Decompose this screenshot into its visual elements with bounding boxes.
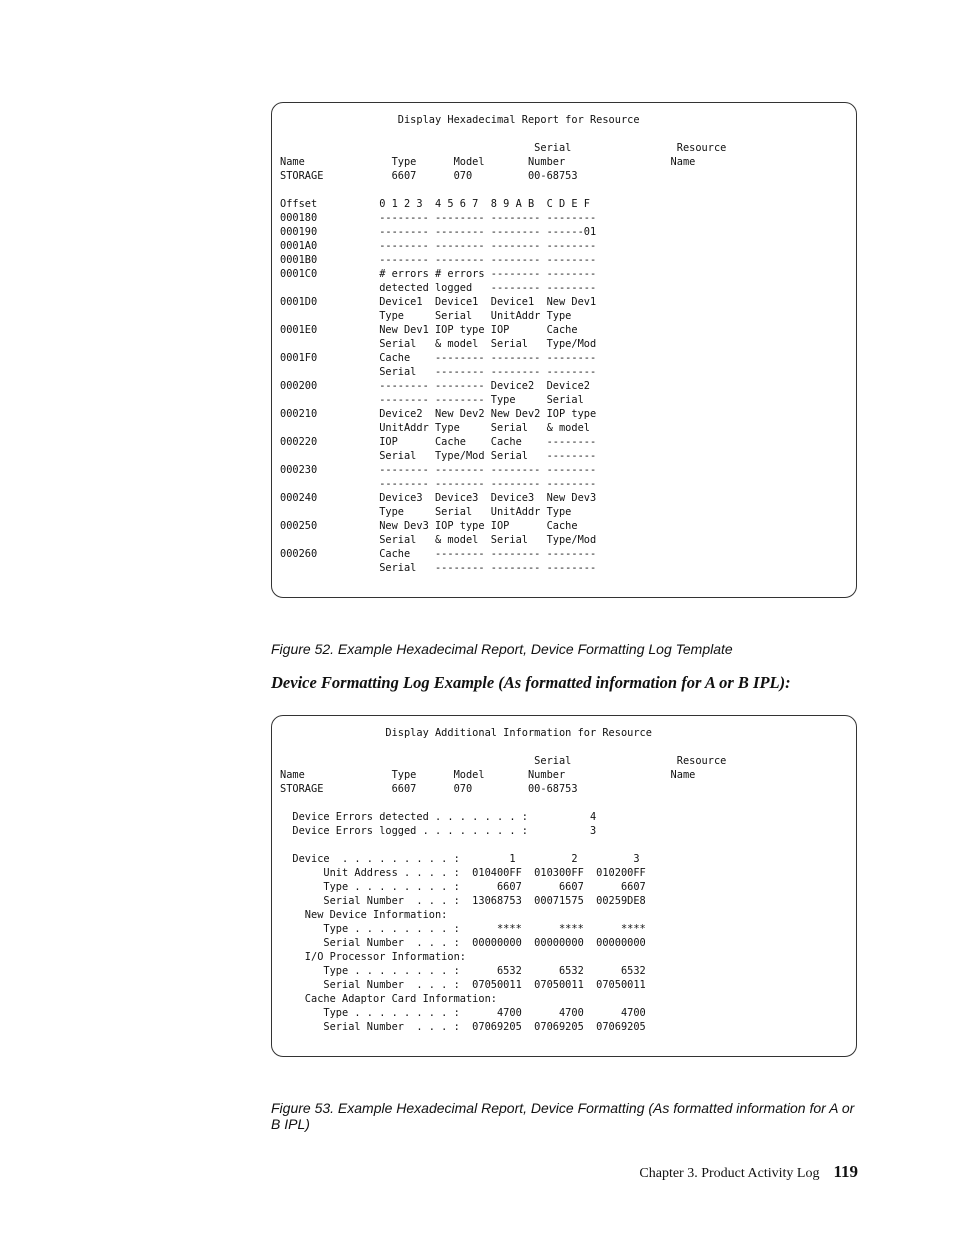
page-number: 119 (833, 1162, 858, 1181)
figure53-screen (271, 715, 857, 1057)
figure52-caption: Figure 52. Example Hexadecimal Report, Device Formatting Log Template (271, 641, 733, 657)
section-heading: Device Formatting Log Example (As formatted information for A or B IPL): (271, 673, 791, 692)
figure53-caption: Figure 53. Example Hexadecimal Report, Device Formatting (As formatted information for A or B IPL) (271, 1100, 855, 1132)
figure53-screen-text: Display Additional Information for Resource Serial Resource Name Type Model Number Name STORAGE 6607 070 00-68753 Device Errors detected . . . . . . . : 4 Device Errors logged . . . . . . . . : 3 Device . . . . . . . . . : 1 2 3 Unit Address . . . . : 010400FF 010300FF 010200FF Type . . . . . . . . : 6607 6607 6607 Serial Number . . . : 13068753 00071575 00259DE8 New Device Information: Type . . . . . . . . : **** **** **** Serial Number . . . : 00000000 00000000 00000000 I/O Processor Information: Type . . . . . . . . : 6532 6532 6532 Serial Number . . . : 07050011 07050011 07050011 Cache Adaptor Card Information: Type . . . . . . . . : 4700 4700 4700 Serial Number . . . : 07069205 07069205 07069205 (280, 727, 727, 1033)
figure52-screen-text: Display Hexadecimal Report for Resource Serial Resource Name Type Model Number Name STORAGE 6607 070 00-68753 Offset 0 1 2 3 4 5 6 7 8 9 A B C D E F 000180 -------- -------- -------- -------- 000190 -------- -------- -------- ------01 0001A0 -------- -------- -------- -------- 0001B0 -------- -------- -------- -------- 0001C0 # errors # errors -------- -------- detected logged -------- -------- 0001D0 Device1 Device1 Device1 New Dev1 Type Serial UnitAddr Type 0001E0 New Dev1 IOP type IOP Cache Serial & model Serial Type/Mod 0001F0 Cache -------- -------- -------- Serial -------- -------- -------- 000200 -------- -------- Device2 Device2 -------- -------- Type Serial 000210 Device2 New Dev2 New Dev2 IOP type UnitAddr Type Serial & model 000220 IOP Cache Cache -------- Serial Type/Mod Serial -------- 000230 -------- -------- -------- -------- -------- -------- -------- -------- 000240 Device3 Device3 Device3 New Dev3 Type Serial UnitAddr Type 000250 New Dev3 IOP type IOP Cache Serial & model Serial Type/Mod 000260 Cache -------- -------- -------- Serial -------- -------- -------- (280, 114, 727, 574)
footer-chapter: Chapter 3. Product Activity Log (639, 1166, 820, 1181)
figure52-screen (271, 102, 857, 598)
page-footer (639, 1162, 858, 1182)
